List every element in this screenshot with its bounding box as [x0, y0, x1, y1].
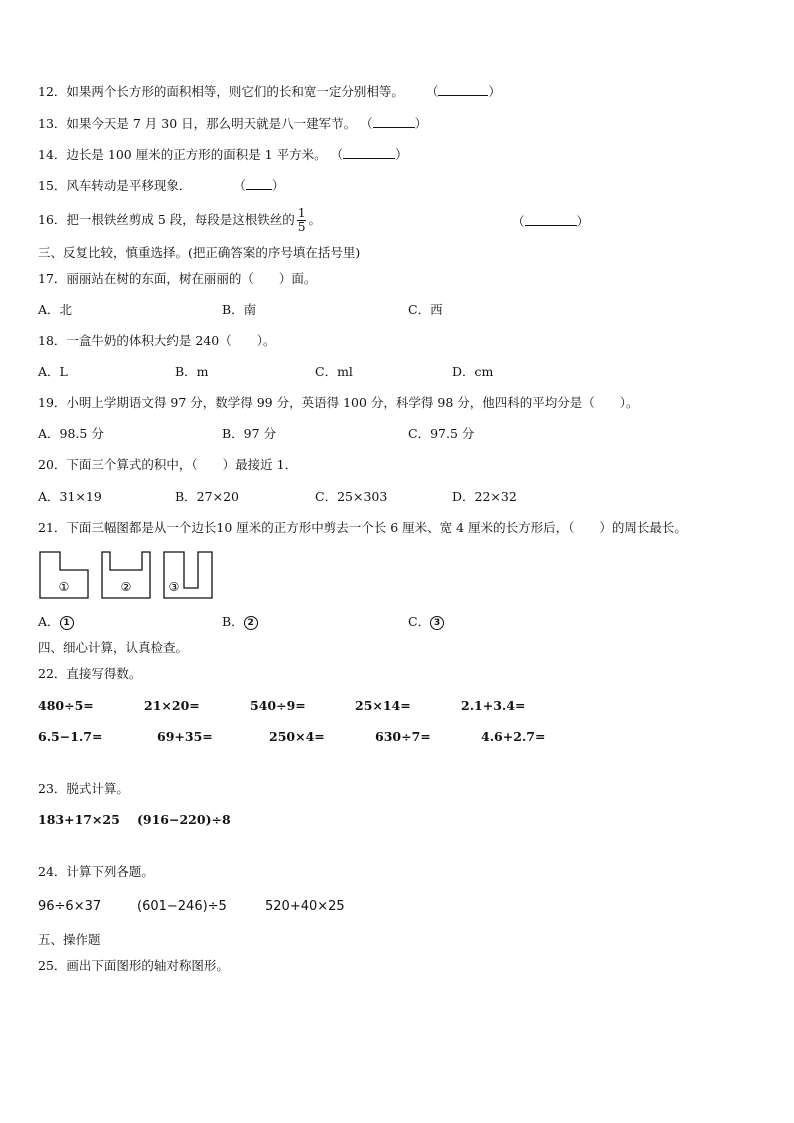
figure-1-label: ① — [58, 580, 70, 594]
option-20-b[interactable]: B．27×20 — [175, 489, 239, 504]
option-17-a[interactable]: A．北 — [38, 302, 73, 317]
calc-22-5: 2.1+3.4= — [461, 698, 526, 713]
option-19-b[interactable]: B．97 分 — [222, 426, 277, 441]
question-25-text: 25．画出下面图形的轴对称图形。 — [38, 958, 229, 973]
answer-blank-12[interactable] — [438, 83, 488, 96]
circled-3-icon: 3 — [430, 616, 444, 630]
question-24-text: 24．计算下列各题。 — [38, 864, 154, 879]
option-20-a[interactable]: A．31×19 — [38, 489, 102, 504]
question-12 — [38, 83, 501, 100]
answer-paren-15: （ ） — [233, 178, 285, 193]
option-18-c[interactable]: C．ml — [315, 364, 353, 379]
expr-24-1: 96÷6×37 — [38, 899, 102, 914]
question-16-text: 16．把一根铁丝剪成 5 段，每段是这根铁丝的 — [38, 212, 295, 227]
circled-2-icon: 2 — [244, 616, 258, 630]
answer-blank-16[interactable] — [525, 213, 577, 226]
question-19-text: 19．小明上学期语文得 97 分，数学得 99 分，英语得 100 分，科学得 98 分，他四科的平均分是（ ）。 — [38, 395, 639, 410]
calc-22-4: 25×14= — [355, 698, 411, 713]
expr-24-3: 520+40×25 — [265, 899, 345, 914]
answer-blank-14[interactable] — [343, 146, 395, 159]
option-20-d[interactable]: D．22×32 — [452, 489, 517, 504]
expr-24-2: (601−246)÷5 — [137, 899, 227, 914]
calc-22-9: 630÷7= — [375, 729, 431, 744]
option-20-c[interactable]: C．25×303 — [315, 489, 388, 504]
fraction-one-fifth: $\frac{1}{5}$ — [297, 206, 306, 234]
question-17-text: 17．丽丽站在树的东面，树在丽丽的（ ）面。 — [38, 271, 317, 286]
circled-1-icon: 1 — [60, 616, 74, 630]
calc-22-3: 540÷9= — [250, 698, 306, 713]
question-13-text: 13．如果今天是 7 月 30 日，那么明天就是八一建军节。 — [38, 116, 357, 131]
calc-22-6: 6.5−1.7= — [38, 729, 103, 744]
answer-blank-13[interactable] — [373, 115, 415, 128]
option-21-b[interactable]: B． 2 — [222, 614, 258, 630]
question-12-text: 12．如果两个长方形的面积相等，则它们的长和宽一定分别相等。 — [38, 84, 404, 99]
calc-22-1: 480÷5= — [38, 698, 94, 713]
question-23-text: 23．脱式计算。 — [38, 781, 129, 796]
question-20-text: 20．下面三个算式的积中，（ ）最接近 1． — [38, 457, 298, 472]
calc-22-2: 21×20= — [144, 698, 200, 713]
answer-blank-15[interactable] — [246, 177, 272, 190]
answer-paren-12: （ ） — [425, 84, 501, 99]
question-15-text: 15．风车转动是平移现象． — [38, 178, 192, 193]
question-14-text: 14．边长是 100 厘米的正方形的面积是 1 平方米。 — [38, 147, 327, 162]
option-17-b[interactable]: B．南 — [222, 302, 257, 317]
answer-paren-13: （ ） — [360, 116, 428, 131]
calc-22-10: 4.6+2.7= — [481, 729, 546, 744]
section-4-heading: 四、细心计算，认真检查。 — [38, 640, 189, 655]
question-15 — [38, 177, 284, 194]
answer-paren-16: （ ） — [512, 214, 590, 229]
option-18-b[interactable]: B．m — [175, 364, 209, 379]
section-3-heading: 三、反复比较，慎重选择。(把正确答案的序号填在括号里) — [38, 245, 361, 260]
expr-23-2: (916−220)÷8 — [137, 812, 231, 827]
question-13 — [38, 115, 427, 132]
calc-22-7: 69+35= — [157, 729, 213, 744]
option-17-c[interactable]: C．西 — [408, 302, 443, 317]
option-21-a[interactable]: A． 1 — [38, 614, 74, 630]
option-18-d[interactable]: D．cm — [452, 364, 494, 379]
expr-23-1: 183+17×25 — [38, 812, 120, 827]
option-19-c[interactable]: C．97.5 分 — [408, 426, 475, 441]
answer-paren-14: （ ） — [330, 147, 408, 162]
q21-figures — [38, 550, 218, 602]
question-14 — [38, 146, 408, 163]
section-5-heading: 五、操作题 — [38, 932, 101, 947]
figure-3-label: ③ — [168, 580, 180, 594]
question-21-text: 21．下面三幅图都是从一个边长10 厘米的正方形中剪去一个长 6 厘米、宽 4 厘米的长方形后，（ ）的周长最长。 — [38, 520, 687, 535]
question-16: 16．把一根铁丝剪成 5 段，每段是这根铁丝的 $\frac{1}{5}$ 。 — [38, 206, 321, 234]
option-21-c[interactable]: C． 3 — [408, 614, 444, 630]
question-18-text: 18．一盒牛奶的体积大约是 240（ ）。 — [38, 333, 276, 348]
option-18-a[interactable]: A．L — [38, 364, 68, 379]
option-19-a[interactable]: A．98.5 分 — [38, 426, 104, 441]
figure-2-label: ② — [120, 580, 132, 594]
calc-22-8: 250×4= — [269, 729, 325, 744]
question-22-text: 22．直接写得数。 — [38, 666, 142, 681]
